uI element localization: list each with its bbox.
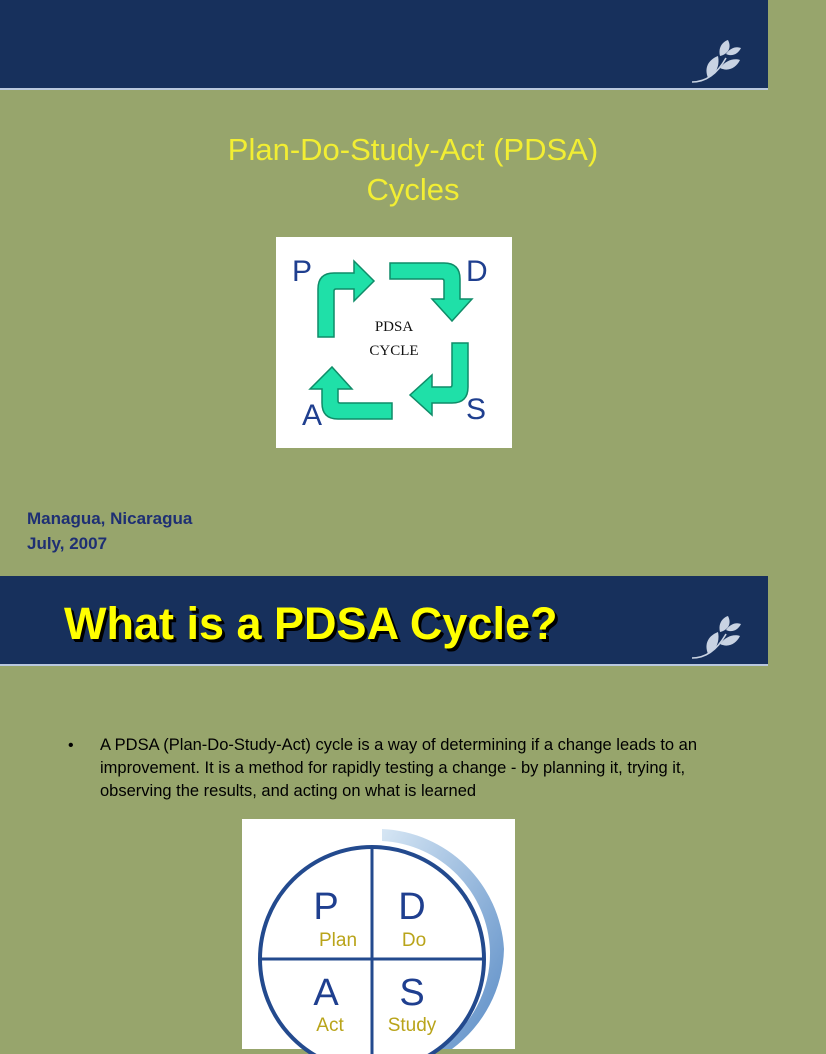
pdsa-cycle-arrows <box>276 237 512 448</box>
center-label-line-1: PDSA <box>374 319 414 335</box>
presentation-meta <box>27 506 192 556</box>
quadrant-d-letter: D <box>398 886 426 928</box>
slide-2-title: What is a PDSA Cycle? <box>64 598 558 649</box>
bullet-item <box>68 734 728 803</box>
date-text: July, 2007 <box>27 534 108 553</box>
quadrant-p-letter: P <box>313 886 339 928</box>
arrow-do-icon <box>390 263 472 321</box>
title-line-2: Cycles <box>366 172 460 207</box>
bullet-dot-icon: • <box>68 737 74 754</box>
quadrant-p-word: Plan <box>318 930 358 951</box>
letter-p: P <box>292 255 313 288</box>
arrow-plan-icon <box>318 261 374 337</box>
title-line-1: Plan-Do-Study-Act (PDSA) <box>227 132 599 167</box>
wheel-graphic <box>242 819 515 1049</box>
quadrant-s-letter: S <box>399 972 425 1014</box>
quadrant-s-word: Study <box>387 1015 437 1036</box>
slide-title <box>0 130 826 210</box>
leaf-logo-icon <box>690 38 742 84</box>
quadrant-a-letter: A <box>313 972 339 1014</box>
location-text: Managua, Nicaragua <box>27 509 193 528</box>
letter-s: S <box>466 393 487 426</box>
leaf-logo-icon-2 <box>690 614 742 660</box>
letter-a: A <box>302 399 323 432</box>
bullet-text: A PDSA (Plan-Do-Study-Act) cycle is a way of determining if a change leads to an improvement. It is a method for rapidly testing a change - by planning it, trying it, observing the results, and acting on what is learned <box>100 736 698 800</box>
letter-d: D <box>466 255 488 288</box>
quadrant-d-word: Do <box>401 930 427 951</box>
quadrant-a-word: Act <box>316 1015 344 1036</box>
center-label-line-2: CYCLE <box>369 343 419 359</box>
header-band-2 <box>0 576 768 666</box>
arrow-act-icon <box>310 367 392 419</box>
header-band <box>0 0 768 90</box>
slide-2 <box>0 576 768 1036</box>
arrow-study-icon <box>410 343 468 415</box>
plan-do-study-act-wheel <box>242 819 515 1049</box>
pdsa-cycle-diagram <box>276 237 512 448</box>
